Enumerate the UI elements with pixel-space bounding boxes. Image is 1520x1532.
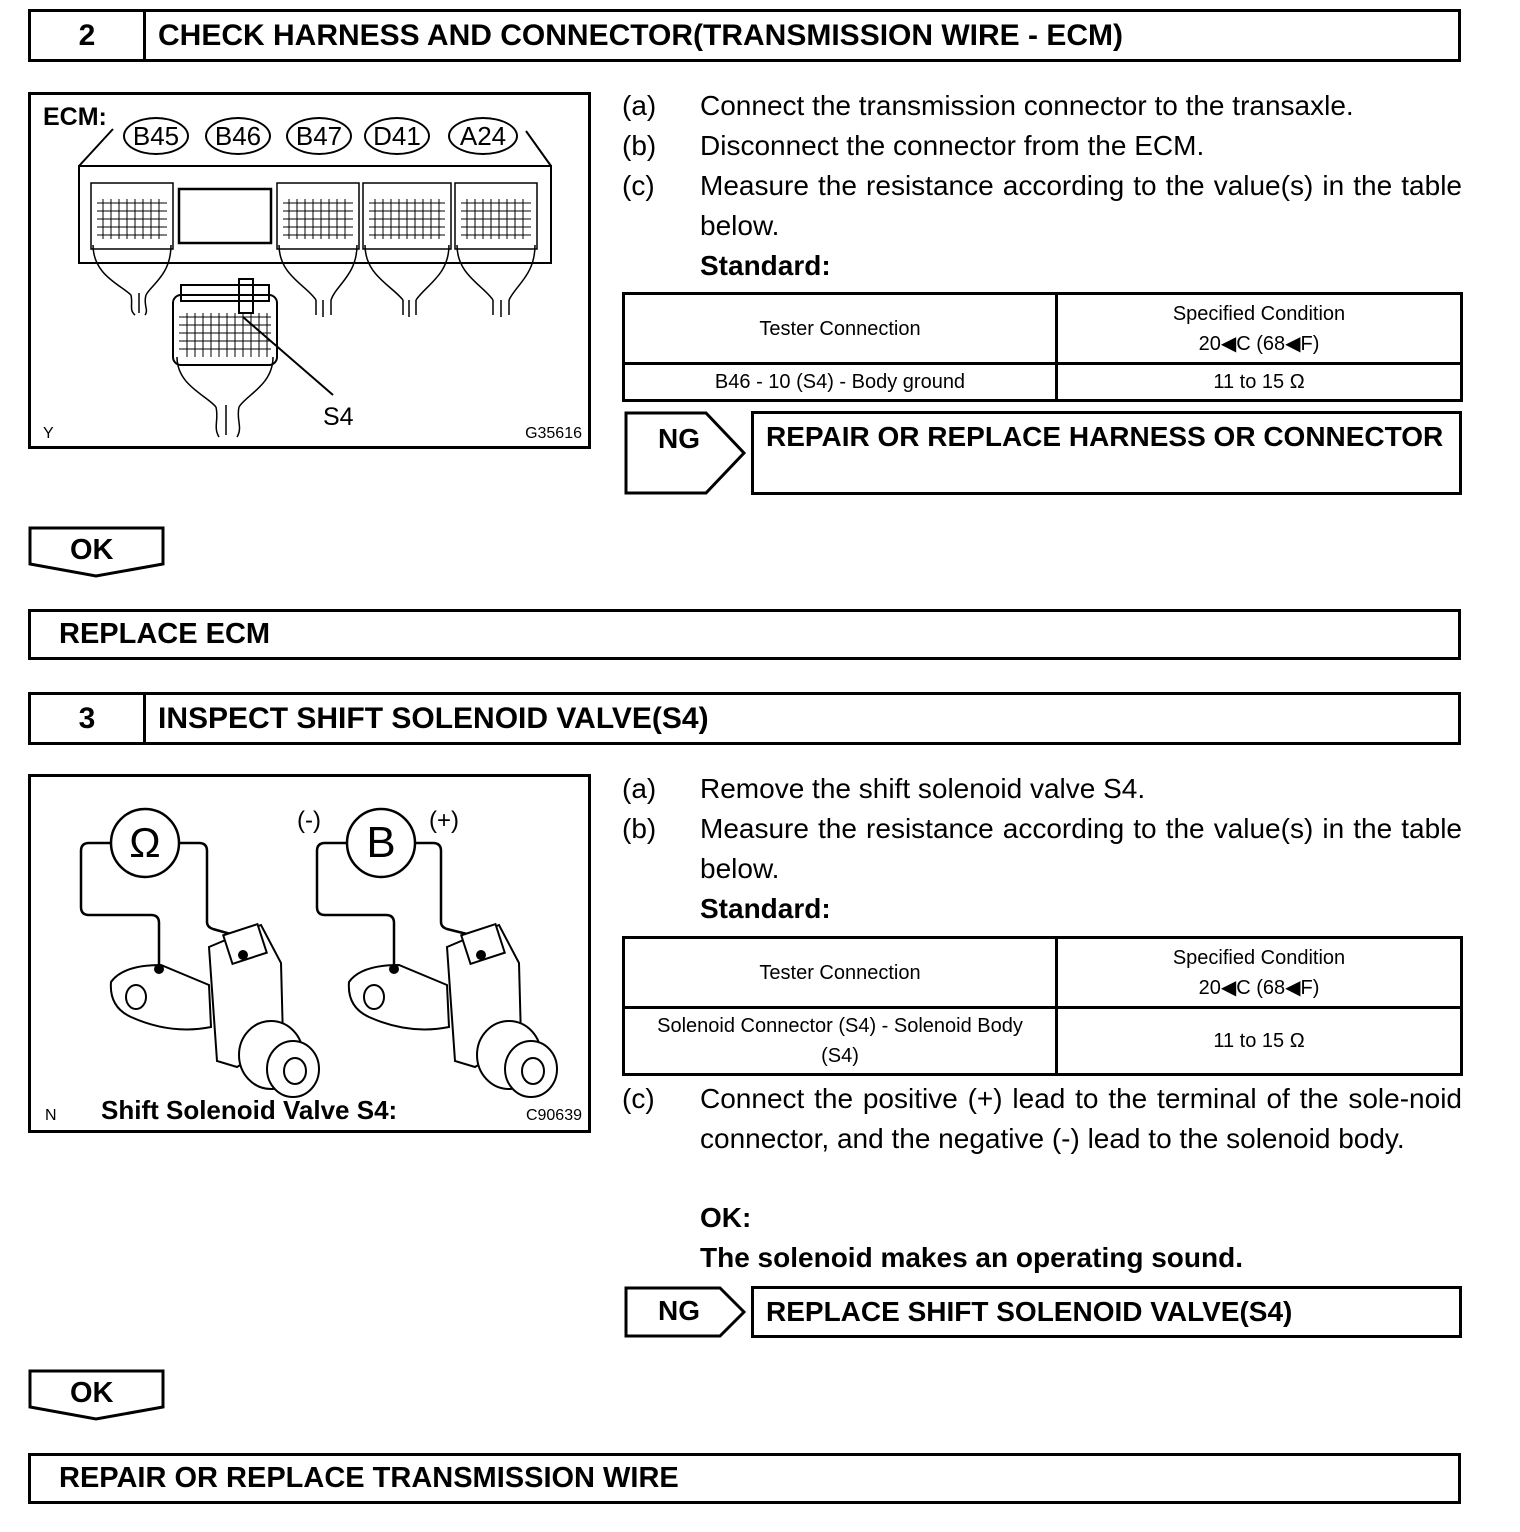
- ok-arrow-2: [28, 526, 166, 578]
- s4-pointer-label: S4: [323, 403, 354, 431]
- section-2-number: 2: [31, 12, 146, 59]
- step-2b: [622, 126, 1462, 166]
- section-2-header: [28, 9, 1461, 62]
- standard-label: Standard:: [700, 250, 831, 281]
- connector-d41-callout: D41: [364, 117, 430, 155]
- section-2-title: CHECK HARNESS AND CONNECTOR(TRANSMISSION WIRE - ECM): [158, 18, 1124, 52]
- step-label: (a): [622, 90, 657, 121]
- section-3-title: INSPECT SHIFT SOLENOID VALVE(S4): [158, 701, 709, 735]
- result-repair-transmission-wire: REPAIR OR REPLACE TRANSMISSION WIRE: [28, 1453, 1461, 1504]
- step-label: (c): [622, 1083, 655, 1114]
- result-replace-ecm: REPLACE ECM: [28, 609, 1461, 660]
- section-3-header: [28, 692, 1461, 745]
- table-cell-value: 11 to 15 Ω: [1057, 1008, 1462, 1075]
- step-3b: [622, 809, 1462, 889]
- standard-label: Standard:: [700, 893, 831, 924]
- battery-icon: B: [366, 818, 396, 867]
- table-header-tester-connection: Tester Connection: [624, 294, 1057, 364]
- step-text: Measure the resistance according to the value(s) in the table below.: [700, 813, 1462, 884]
- step-3c: [622, 1079, 1462, 1199]
- ng-arrow-2: [624, 411, 748, 495]
- ng-action-3: REPLACE SHIFT SOLENOID VALVE(S4): [751, 1286, 1462, 1338]
- spec-table-3: [622, 936, 1463, 1076]
- figure-code: G35616: [525, 425, 582, 442]
- step-label: (b): [622, 130, 657, 161]
- ok-statement: The solenoid makes an operating sound.: [700, 1242, 1243, 1273]
- ok-arrow-3: [28, 1369, 166, 1421]
- step-text: Remove the shift solenoid valve S4.: [700, 773, 1146, 804]
- spec-condition-title: Specified Condition: [1172, 946, 1346, 969]
- positive-lead-label: (+): [429, 807, 459, 834]
- spec-condition-temp: 20◀C (68◀F): [1198, 976, 1320, 999]
- spec-table-2: [622, 292, 1463, 402]
- table-cell-value: 11 to 15 Ω: [1057, 364, 1462, 401]
- connector-b47-callout: B47: [286, 117, 352, 155]
- step-text: Disconnect the connector from the ECM.: [700, 130, 1205, 161]
- ohmmeter-icon: Ω: [129, 819, 161, 866]
- ok-label: OK: [70, 534, 114, 566]
- ecm-connector-figure: [28, 92, 591, 449]
- ok-label: OK: [70, 1377, 114, 1409]
- table-cell-connection: B46 - 10 (S4) - Body ground: [624, 364, 1057, 401]
- figure-caption: Shift Solenoid Valve S4:: [101, 1095, 398, 1125]
- figure-code: C90639: [525, 1107, 582, 1124]
- connector-b45-callout: B45: [123, 117, 189, 155]
- negative-lead-label: (-): [297, 807, 321, 834]
- figure-corner-letter: Y: [43, 425, 54, 442]
- ng-arrow-3: [624, 1286, 748, 1338]
- table-header-tester-connection: Tester Connection: [624, 938, 1057, 1008]
- ok-heading: OK:: [700, 1202, 752, 1233]
- connector-b46-callout: B46: [205, 117, 271, 155]
- step-text: Measure the resistance according to the value(s) in the table below.: [700, 170, 1462, 241]
- spec-condition-title: Specified Condition: [1172, 302, 1346, 325]
- table-cell-connection: Solenoid Connector (S4) - Solenoid Body (S4): [624, 1008, 1057, 1075]
- step-2a: [622, 86, 1462, 126]
- spec-condition-temp: 20◀C (68◀F): [1198, 332, 1320, 355]
- connector-a24-callout: A24: [448, 117, 518, 155]
- ecm-label: ECM:: [43, 103, 107, 131]
- section-3-number: 3: [31, 695, 146, 742]
- ng-action-2: REPAIR OR REPLACE HARNESS OR CONNECTOR: [751, 411, 1462, 495]
- step-2c: [622, 166, 1462, 246]
- step-label: (b): [622, 813, 657, 844]
- step-label: (c): [622, 170, 655, 201]
- figure-corner-letter: N: [45, 1107, 57, 1124]
- ng-label: NG: [658, 423, 700, 454]
- step-text: Connect the transmission connector to the transaxle.: [700, 90, 1354, 121]
- step-text: Connect the positive (+) lead to the terminal of the sole-noid connector, and the negative (-) lead to the solenoid body.: [700, 1083, 1462, 1154]
- step-3a: [622, 769, 1462, 809]
- step-label: (a): [622, 773, 657, 804]
- solenoid-valve-figure: [28, 774, 591, 1133]
- ng-label: NG: [658, 1295, 700, 1326]
- table-header-specified-condition: [1057, 294, 1462, 364]
- table-header-specified-condition: [1057, 938, 1462, 1008]
